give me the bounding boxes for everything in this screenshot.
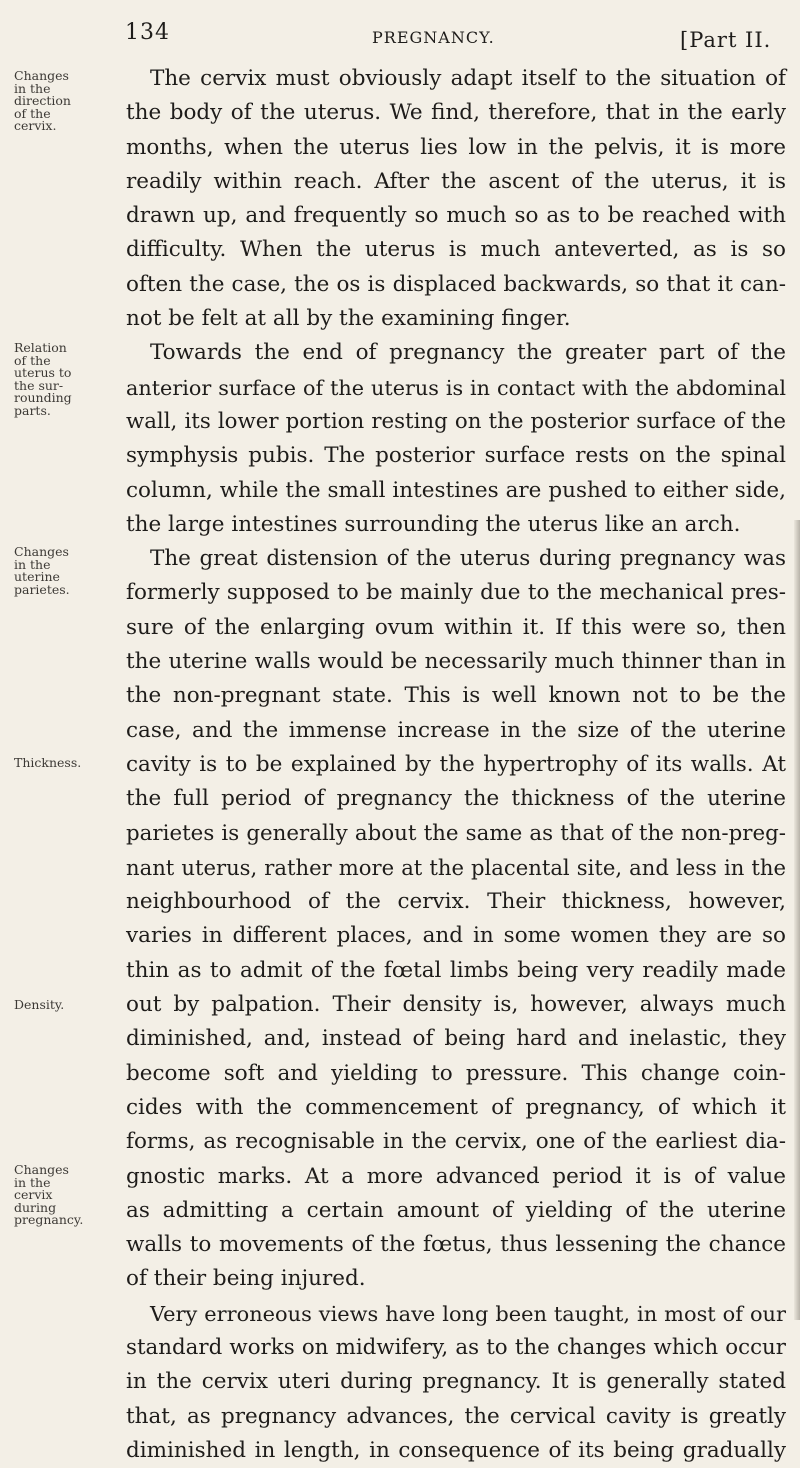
text-line: months, when the uterus lies low in the pelvis, it is more (126, 134, 786, 160)
text-line: the full period of pregnancy the thickness of the uterine (126, 786, 786, 812)
margin-note-relation-uterus: Relation of the uterus to the sur- rounding parts. (14, 340, 72, 418)
text-line: in the cervix uteri during pregnancy. It is generally stated (126, 1369, 786, 1395)
margin-note-changes-cervix-pregnancy: Changes in the cervix during pregnancy. (14, 1162, 84, 1227)
text-line: cides with the commencement of pregnancy, of which it (126, 1094, 786, 1120)
margin-note-changes-parietes: Changes in the uterine parietes. (14, 544, 70, 597)
part-label: [Part II. (680, 28, 772, 52)
margin-notes (0, 0, 110, 1320)
text-line: the uterine walls would be necessarily much thinner than in (126, 649, 786, 675)
body-text (126, 62, 786, 1468)
text-line: The great distension of the uterus during pregnancy was (150, 546, 786, 572)
running-title: PREGNANCY. (372, 28, 495, 47)
text-line: thin as to admit of the fœtal limbs being very readily made (126, 957, 786, 983)
text-line: wall, its lower portion resting on the posterior surface of the (126, 408, 786, 434)
text-line: neighbourhood of the cervix. Their thickness, however, (126, 889, 786, 915)
text-line: nant uterus, rather more at the placental site, and less in the (126, 854, 786, 880)
text-line: readily within reach. After the ascent of the uterus, it is (126, 168, 786, 194)
text-line: diminished, and, instead of being hard and inelastic, they (126, 1026, 786, 1052)
text-line: walls to movements of the fœtus, thus lessening the chance (126, 1232, 786, 1258)
text-line: gnostic marks. At a more advanced period it is of value (126, 1163, 786, 1189)
text-line: the non-pregnant state. This is well known not to be the (126, 683, 786, 709)
page-header (0, 14, 800, 54)
text-line: out by palpation. Their density is, however, always much (126, 992, 786, 1018)
text-line: case, and the immense increase in the size of the uterine (126, 717, 786, 743)
text-line: anterior surface of the uterus is in contact with the abdominal (126, 375, 786, 400)
page-edge-shadow (794, 520, 800, 1320)
margin-note-density: Density. (14, 997, 65, 1012)
text-line: forms, as recognisable in the cervix, one of the earliest dia- (126, 1129, 786, 1155)
text-line: the large intestines surrounding the uterus like an arch. (126, 511, 741, 537)
text-line: standard works on midwifery, as to the changes which occur (126, 1334, 786, 1360)
text-line: of their being injured. (126, 1266, 366, 1292)
text-line: symphysis pubis. The posterior surface rests on the spinal (126, 443, 786, 469)
text-line: diminished in length, in consequence of its being gradually (126, 1437, 786, 1463)
text-line: drawn up, and frequently so much so as to be reached with (126, 203, 786, 229)
text-line: become soft and yielding to pressure. This change coin- (126, 1060, 786, 1086)
text-line: not be felt at all by the examining finger. (126, 306, 571, 332)
margin-note-changes-direction: Changes in the direction of the cervix. (14, 68, 71, 133)
text-line: column, while the small intestines are pushed to either side, (126, 477, 786, 503)
text-line: cavity is to be explained by the hypertrophy of its walls. At (126, 751, 786, 777)
text-line: sure of the enlarging ovum within it. If this were so, then (126, 614, 786, 640)
text-line: difficulty. When the uterus is much anteverted, as is so (126, 237, 786, 263)
text-line: often the case, the os is displaced backwards, so that it can- (126, 271, 786, 297)
margin-note-thickness: Thickness. (14, 755, 82, 770)
text-line: Towards the end of pregnancy the greater part of the (150, 340, 786, 366)
text-line: that, as pregnancy advances, the cervical cavity is greatly (126, 1403, 786, 1429)
text-line: Very erroneous views have long been taught, in most of our (150, 1301, 786, 1326)
text-line: varies in different places, and in some women they are so (126, 923, 786, 949)
text-line: the body of the uterus. We find, therefore, that in the early (126, 100, 786, 126)
text-line: The cervix must obviously adapt itself to the situation of (150, 66, 786, 91)
text-line: as admitting a certain amount of yielding of the uterine (126, 1197, 786, 1223)
text-line: formerly supposed to be mainly due to the mechanical pres- (126, 580, 786, 606)
page-number: 134 (125, 20, 170, 45)
text-line: parietes is generally about the same as that of the non-preg- (126, 820, 786, 846)
